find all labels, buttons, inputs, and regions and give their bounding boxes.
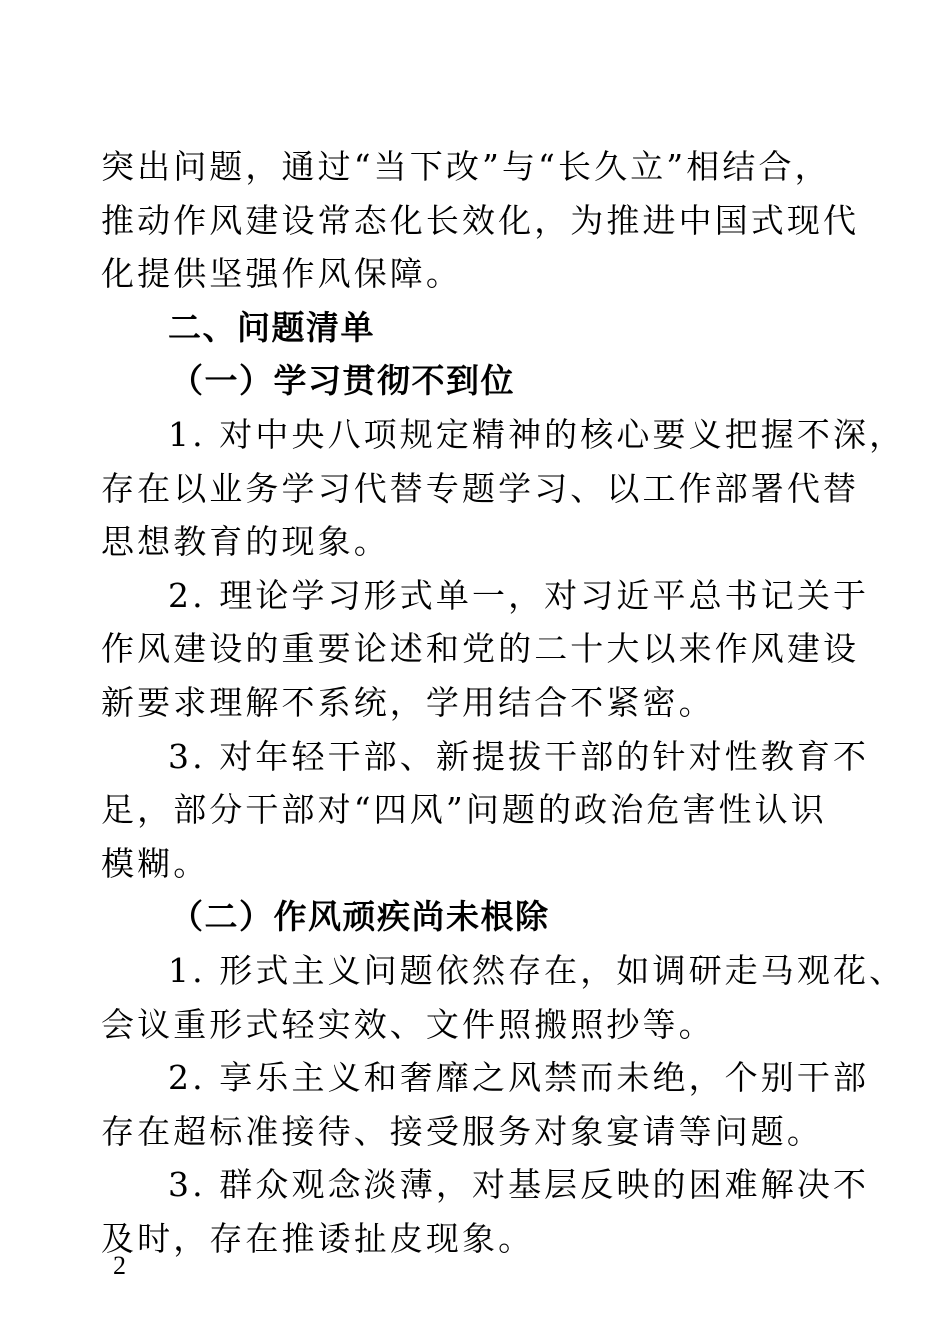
list-item-line: 模糊。 bbox=[101, 843, 210, 883]
page-number: 2 bbox=[113, 1251, 126, 1280]
subsection-heading-1: （一）学习贯彻不到位 bbox=[170, 361, 515, 401]
paragraph-line: 化提供坚强作风保障。 bbox=[101, 254, 462, 294]
section-heading: 二、问题清单 bbox=[168, 307, 375, 347]
list-item-line: 存在以业务学习代替专题学习、以工作部署代替 bbox=[101, 468, 860, 508]
body-text bbox=[101, 140, 906, 1265]
list-item-line: 存在超标准接待、接受服务对象宴请等问题。 bbox=[101, 1111, 823, 1151]
paragraph-line: 突出问题，通过“当下改”与“长久立”相结合， bbox=[101, 147, 831, 186]
list-item-line: 足，部分干部对“四风”问题的政治危害性认识 bbox=[101, 790, 827, 830]
list-item-line: 会议重形式轻实效、文件照搬照抄等。 bbox=[101, 1004, 715, 1044]
list-item-line: 思想教育的现象。 bbox=[101, 522, 390, 562]
paragraph-line: 推动作风建设常态化长效化，为推进中国式现代 bbox=[101, 200, 860, 240]
list-item-line: 及时，存在推诿扯皮现象。 bbox=[101, 1218, 535, 1258]
list-item-line: 3. 群众观念淡薄，对基层反映的困难解决不 bbox=[168, 1165, 870, 1205]
list-item-line: 作风建设的重要论述和党的二十大以来作风建设 bbox=[101, 629, 860, 669]
subsection-heading-2: （二）作风顽疾尚未根除 bbox=[170, 897, 550, 937]
list-item-line: 1. 对中央八项规定精神的核心要义把握不深， bbox=[168, 414, 906, 454]
list-item-line: 3. 对年轻干部、新提拔干部的针对性教育不 bbox=[168, 736, 870, 776]
list-item-line: 新要求理解不系统，学用结合不紧密。 bbox=[101, 682, 715, 722]
list-item-line: 2. 享乐主义和奢靡之风禁而未绝，个别干部 bbox=[168, 1058, 870, 1098]
list-item-line: 2. 理论学习形式单一，对习近平总书记关于 bbox=[168, 575, 870, 615]
list-item-line: 1. 形式主义问题依然存在，如调研走马观花、 bbox=[168, 950, 906, 990]
